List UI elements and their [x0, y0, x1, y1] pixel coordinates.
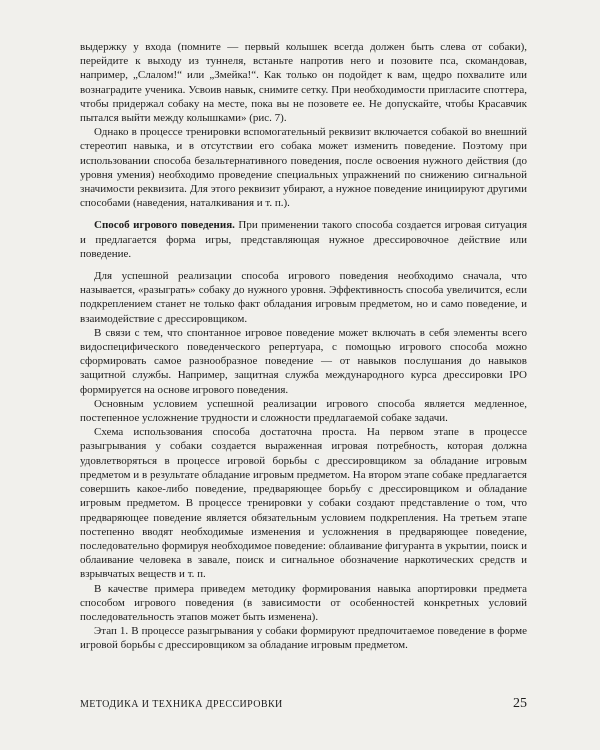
- paragraph-1: выдержку у входа (помните — первый колышек всегда должен быть слева от собаки), перейдите к выходу из туннеля, встаньте напротив него и позовите пса, скомандовав, например, „Слалом!“ или „Змейка!“. Как только он подойдет к вам, щедро похвалите или вознаградите ученика. Усвоив навык, снимите сетку. При необходимости пригласите споттера, чтобы придержал собаку на месте, пока вы не позовете ее. Не допускайте, чтобы Красавчик пытался выйти между колышками» (рис. 7).: [80, 41, 527, 125]
- page-footer: [80, 696, 527, 712]
- paragraph-8: В качестве примера приведем методику формирования навыка апортировки предмета способом игрового поведения (в зависимости от особенностей конкретных условий последовательность этапов может быть изменена).: [80, 582, 527, 623]
- paragraph-3: Способ игрового поведения. При применении такого способа создается игровая ситуация и предлагается форма игры, представляющая нужное дрессировочное действие или поведение.: [80, 219, 527, 260]
- paragraph-6: Основным условием успешной реализации игрового способа является медленное, постепенное усложнение трудности и сложности предлагаемой собаке задачи.: [80, 397, 527, 425]
- page-body: [80, 40, 527, 653]
- section-heading: Способ игрового поведения.: [94, 219, 235, 232]
- paragraph-5: В связи с тем, что спонтанное игровое поведение может включать в себя элементы всего видоспецифического поведенческого репертуара, с помощью игрового способа можно сформировать самое разнообразное поведение — от навыков послушания до навыков защитной службы. Например, защитная служба международного курса дрессировки IPO формируется на основе игрового поведения.: [80, 326, 527, 396]
- running-title: МЕТОДИКА И ТЕХНИКА ДРЕССИРОВКИ: [80, 699, 283, 710]
- page-number: 25: [513, 696, 527, 711]
- paragraph-9: Этап 1. В процессе разыгрывания у собаки формируют предпочитаемое поведение в форме игровой борьбы с дрессировщиком за обладание игровым предметом.: [80, 625, 527, 652]
- paragraph-7: Схема использования способа достаточна проста. На первом этапе в процессе разыгрывания у собаки создается выраженная игровая потребность, которая должна удовлетворяться в процессе игровой борьбы с дрессировщиком за обладание игровым предметом и в результате обладание игровым предметом. На втором этапе собаке предлагается совершить какое-либо поведение, предваряющее борьбу с дрессировщиком и обладание игровым предметом. В процессе тренировки у собаки создают представление о том, что предваряющее поведение является обязательным условием подкрепления. На третьем этапе постепенно вводят необходимые изменения и усложнения в предваряющее поведение, последовательно формируя необходимое поведение: облаивание фигуранта в укрытии, поиск и облаивание человека в завале, поиск и сигнальное обозначение наркотических средств и взрывчатых веществ и т. п.: [80, 426, 527, 581]
- paragraph-2: Однако в процессе тренировки вспомогательный реквизит включается собакой во внешний стереотип навыка, и в отсутствии его собака может изменить поведение. Поэтому при использовании способа безальтернативного поведения, после освоения нужного действия (до уровня умения) необходимо проведение специальных упражнений по снижению сигнальной значимости реквизита. Для этого реквизит убирают, а нужное поведение инициируют другими способами (наведения, наталкивания и т. п.).: [80, 126, 527, 210]
- paragraph-4: Для успешной реализации способа игрового поведения необходимо сначала, что называется, «разыграть» собаку до нужного уровня. Эффективность способа увеличится, если подкреплением станет не только факт обладания игровым предметом, но и само поведение, и взаимодействие с дрессировщиком.: [80, 270, 527, 325]
